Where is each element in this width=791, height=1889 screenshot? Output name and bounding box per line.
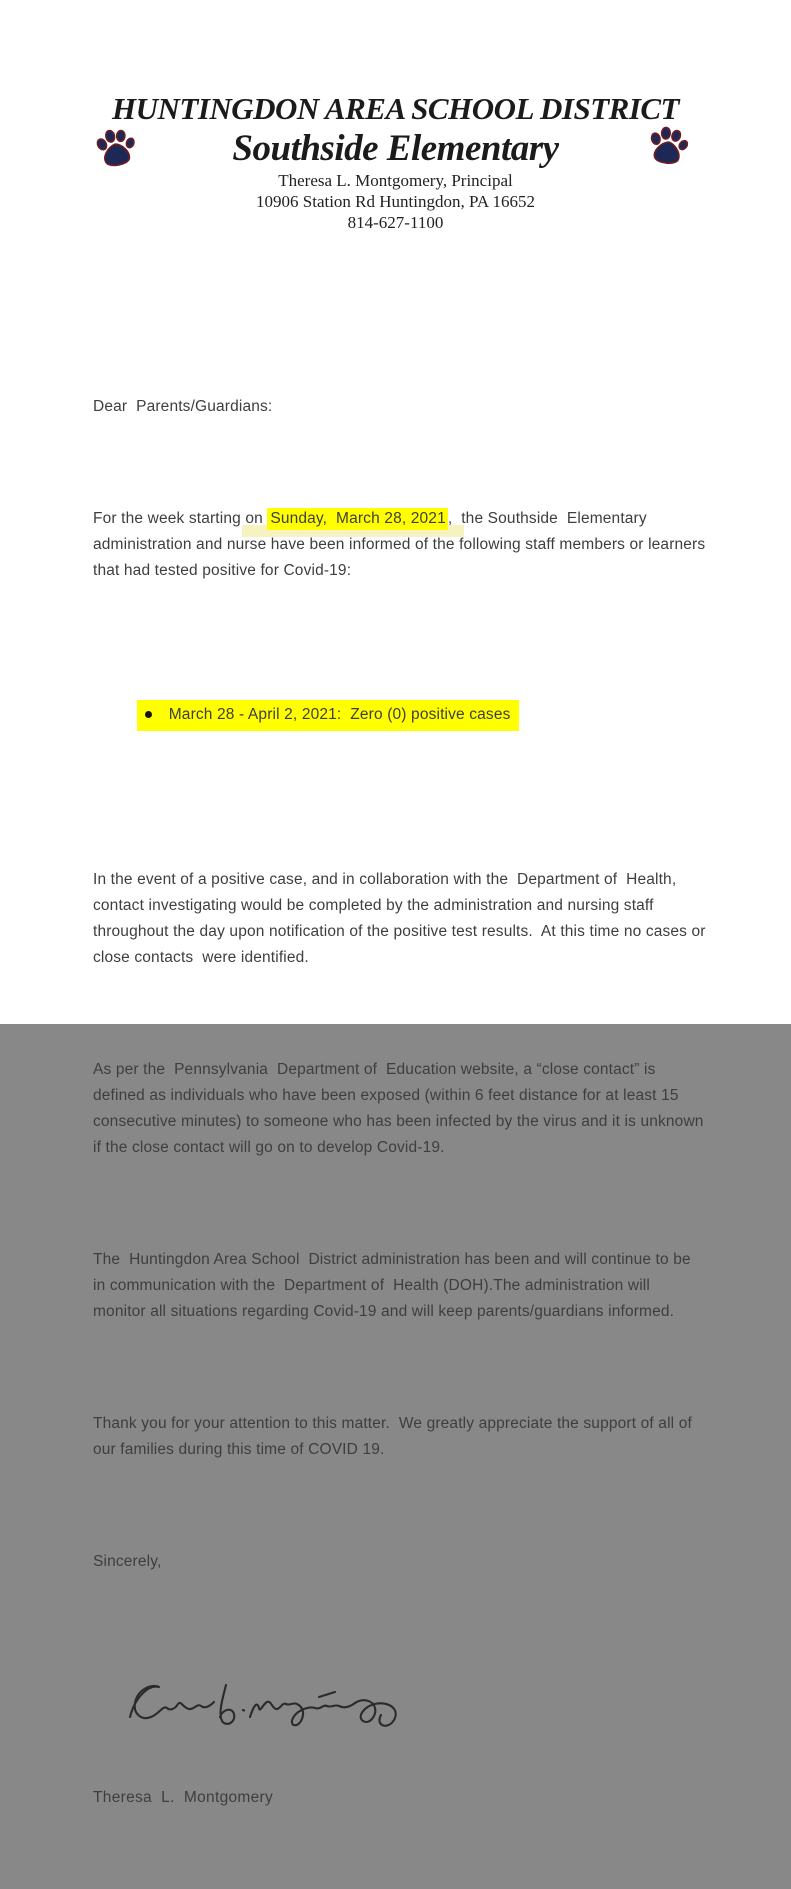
district-name: HUNTINGDON AREA SCHOOL DISTRICT (112, 91, 679, 126)
case-bullet-row (93, 674, 707, 757)
letter-body (93, 316, 711, 1889)
salutation: Dear Parents/Guardians: (93, 398, 273, 415)
highlighted-bullet (137, 700, 519, 731)
highlighted-date: Sunday, March 28, 2021 (267, 508, 448, 530)
paragraph-intro (93, 506, 710, 584)
paragraph-close-contact: As per the Pennsylvania Department of Education website, a “close contact” is defined as individuals who have been exposed (within 6 feet distance for at least 15 consecutive minutes) to someone who has been infected by the virus and it is unknown if the close contact will go on to develop Covid-19. (93, 1061, 709, 1156)
paw-print-icon-right (643, 122, 694, 173)
principal-line: Theresa L. Montgomery, Principal (278, 171, 513, 190)
case-bullet-text: March 28 - April 2, 2021: Zero (0) positive cases (168, 706, 511, 723)
phone-line: 814-627-1100 (347, 213, 444, 232)
paw-print-icon-left (89, 122, 142, 175)
intro-text-after: , the Southside Elementary administration and nurse have been informed of the following staff members or learners that had tested positive for Covid-19: (93, 510, 710, 579)
signer-printed-name: Theresa L. Montgomery (93, 1789, 274, 1806)
signature-block (95, 1651, 707, 1703)
intro-text-before: For the week starting on (93, 510, 268, 527)
handwritten-signature-image (122, 1677, 462, 1729)
bullet-dot-icon (145, 711, 152, 718)
address-line: 10906 Station Rd Huntingdon, PA 16652 (256, 192, 535, 211)
closing: Sincerely, (93, 1553, 162, 1570)
paragraph-positive-case: In the event of a positive case, and in collaboration with the Department of Health, contact investigating would be completed by the administration and nursing staff throughout the day upon notification of the positive test results. At this time no cases or close contacts were identified. (93, 871, 711, 966)
school-name: Southside Elementary (232, 128, 559, 169)
paragraph-thank-you: Thank you for your attention to this matter. We greatly appreciate the support of all of our families during this time of COVID 19. (93, 1415, 697, 1458)
paragraph-doh-communication: The Huntingdon Area School District administration has been and will continue to be in communication with the Department of Health (DOH).The administration will monitor all situations regarding Covid-19 and will keep parents/guardians informed. (93, 1251, 696, 1320)
